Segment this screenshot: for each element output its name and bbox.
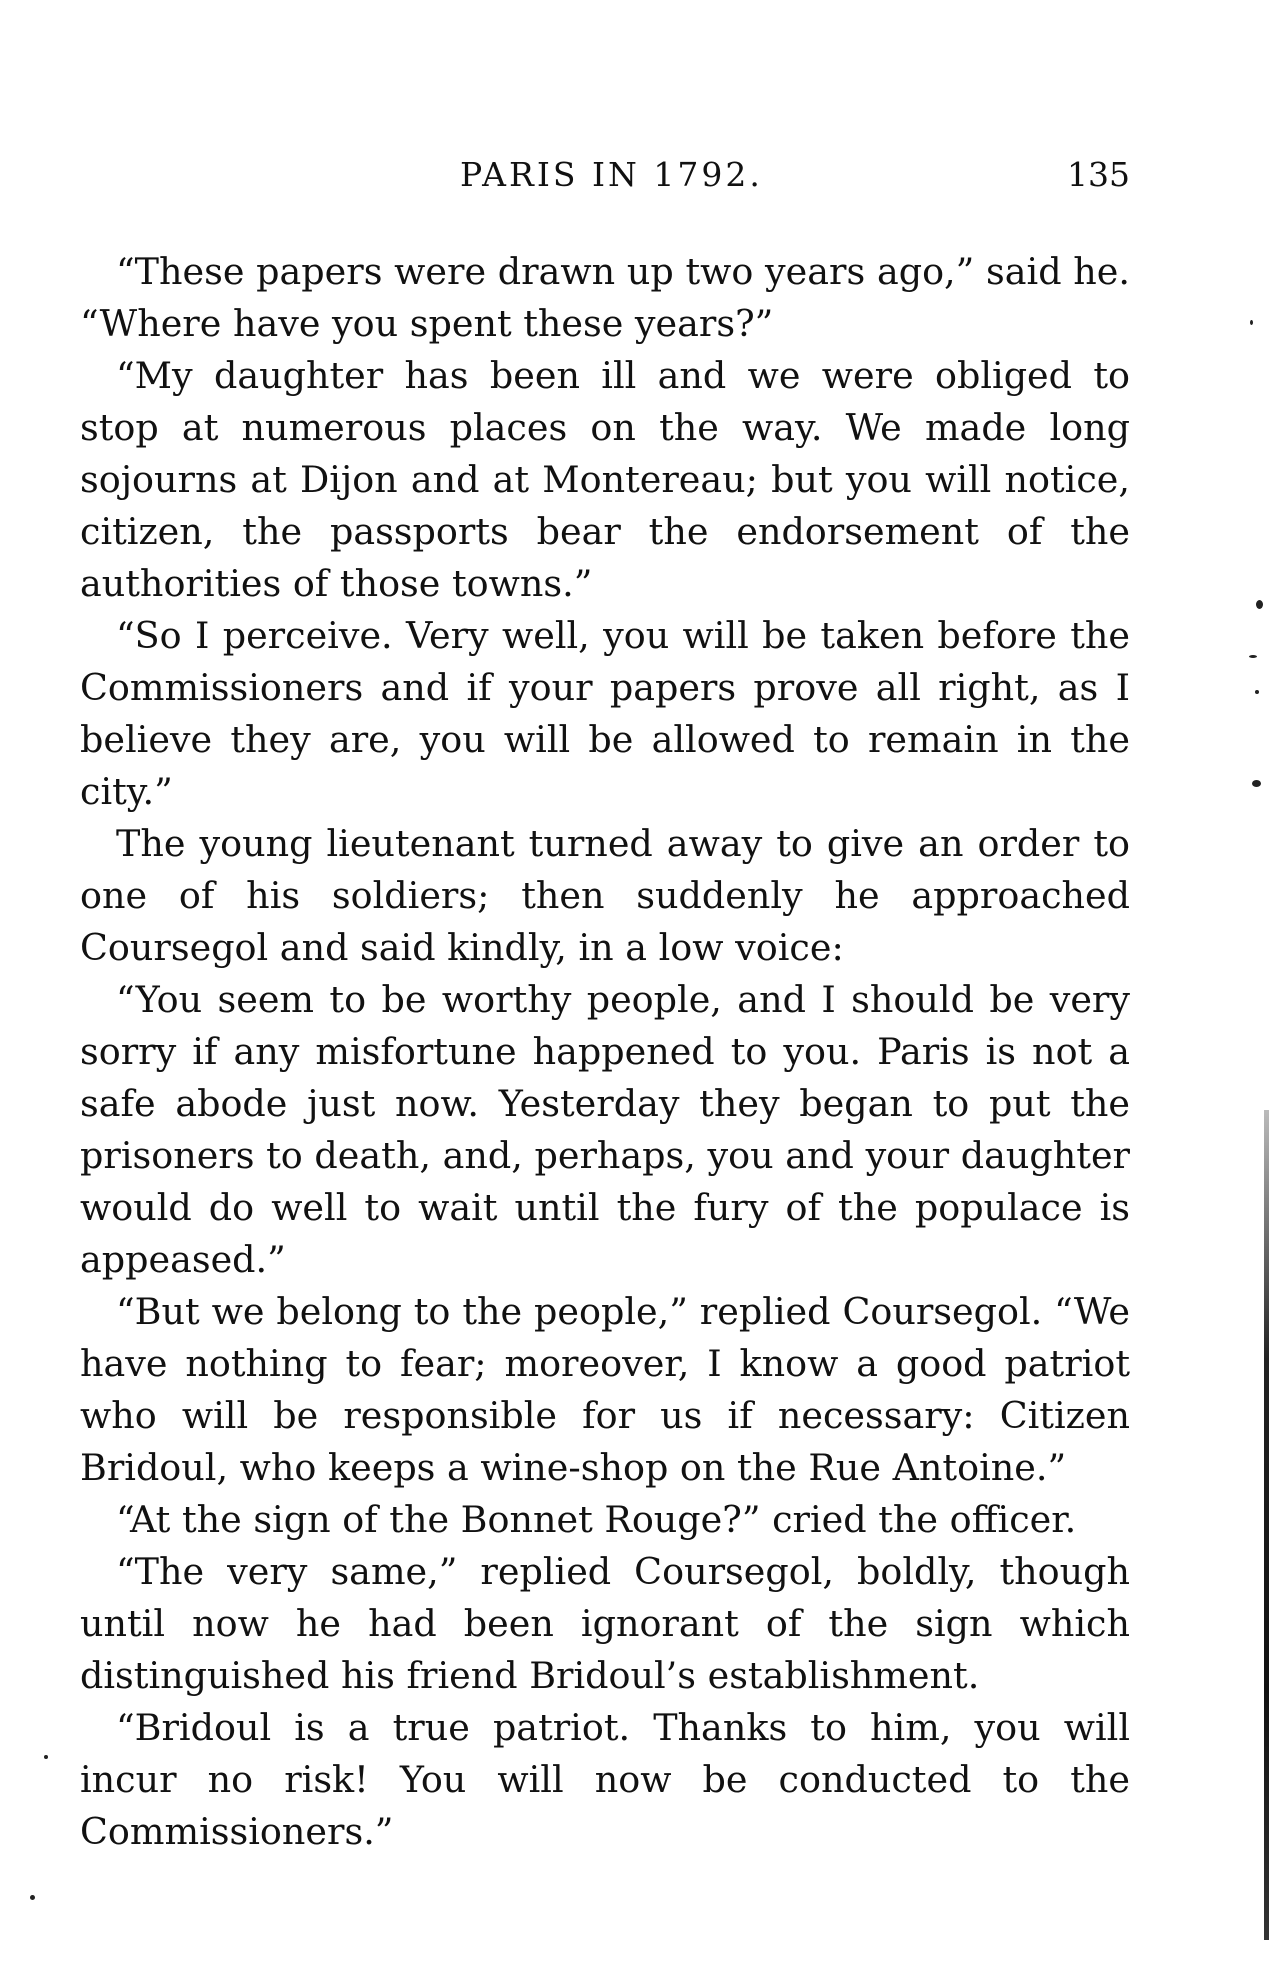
scan-speck	[1256, 600, 1263, 609]
scan-speck	[30, 1895, 35, 1900]
scan-speck	[1252, 780, 1261, 787]
paragraph: “The very same,” replied Coursegol, boldly, though until now he had been ignorant of the sign which distinguished his friend Bridoul’s establishment.	[80, 1550, 1130, 1697]
body-text	[80, 246, 1130, 1858]
paragraph: “So I perceive. Very well, you will be taken before the Commissioners and if your papers prove all right, as I believe they are, you will be allowed to remain in the city.”	[80, 614, 1130, 813]
scan-edge-shadow	[1264, 1110, 1269, 1940]
paragraph: “My daughter has been ill and we were obliged to stop at numerous places on the way. We made long sojourns at Dijon and at Montereau; but you will notice, citizen, the passports bear the endorsement of the authorities of those towns.”	[80, 354, 1130, 605]
scan-speck	[1255, 690, 1259, 694]
scan-speck	[1250, 320, 1253, 325]
running-title: PARIS IN 1792.	[460, 155, 763, 194]
paragraph: “You seem to be worthy people, and I should be very sorry if any misfortune happened to you. Paris is not a safe abode just now. Yesterday they began to put the prisoners to death, and, perhaps, you and your daughter would do well to wait until the fury of the populace is appeased.”	[80, 978, 1130, 1281]
page-number: 135	[1067, 155, 1130, 194]
scan-speck	[44, 1755, 48, 1759]
paragraph: “At the sign of the Bonnet Rouge?” cried the officer.	[116, 1498, 1077, 1541]
paragraph: “Bridoul is a true patriot. Thanks to him, you will incur no risk! You will now be conducted to the Commissioners.”	[80, 1706, 1130, 1853]
paragraph: “These papers were drawn up two years ago,” said he. “Where have you spent these years?”	[80, 250, 1130, 345]
scan-speck	[1249, 655, 1257, 658]
paragraph: “But we belong to the people,” replied Coursegol. “We have nothing to fear; moreover, I know a good patriot who will be responsible for us if necessary: Citizen Bridoul, who keeps a wine-shop on the Rue Antoine.”	[80, 1290, 1130, 1489]
running-head	[80, 155, 1130, 205]
paragraph: The young lieutenant turned away to give an order to one of his soldiers; then suddenly he approached Coursegol and said kindly, in a low voice:	[80, 822, 1130, 969]
